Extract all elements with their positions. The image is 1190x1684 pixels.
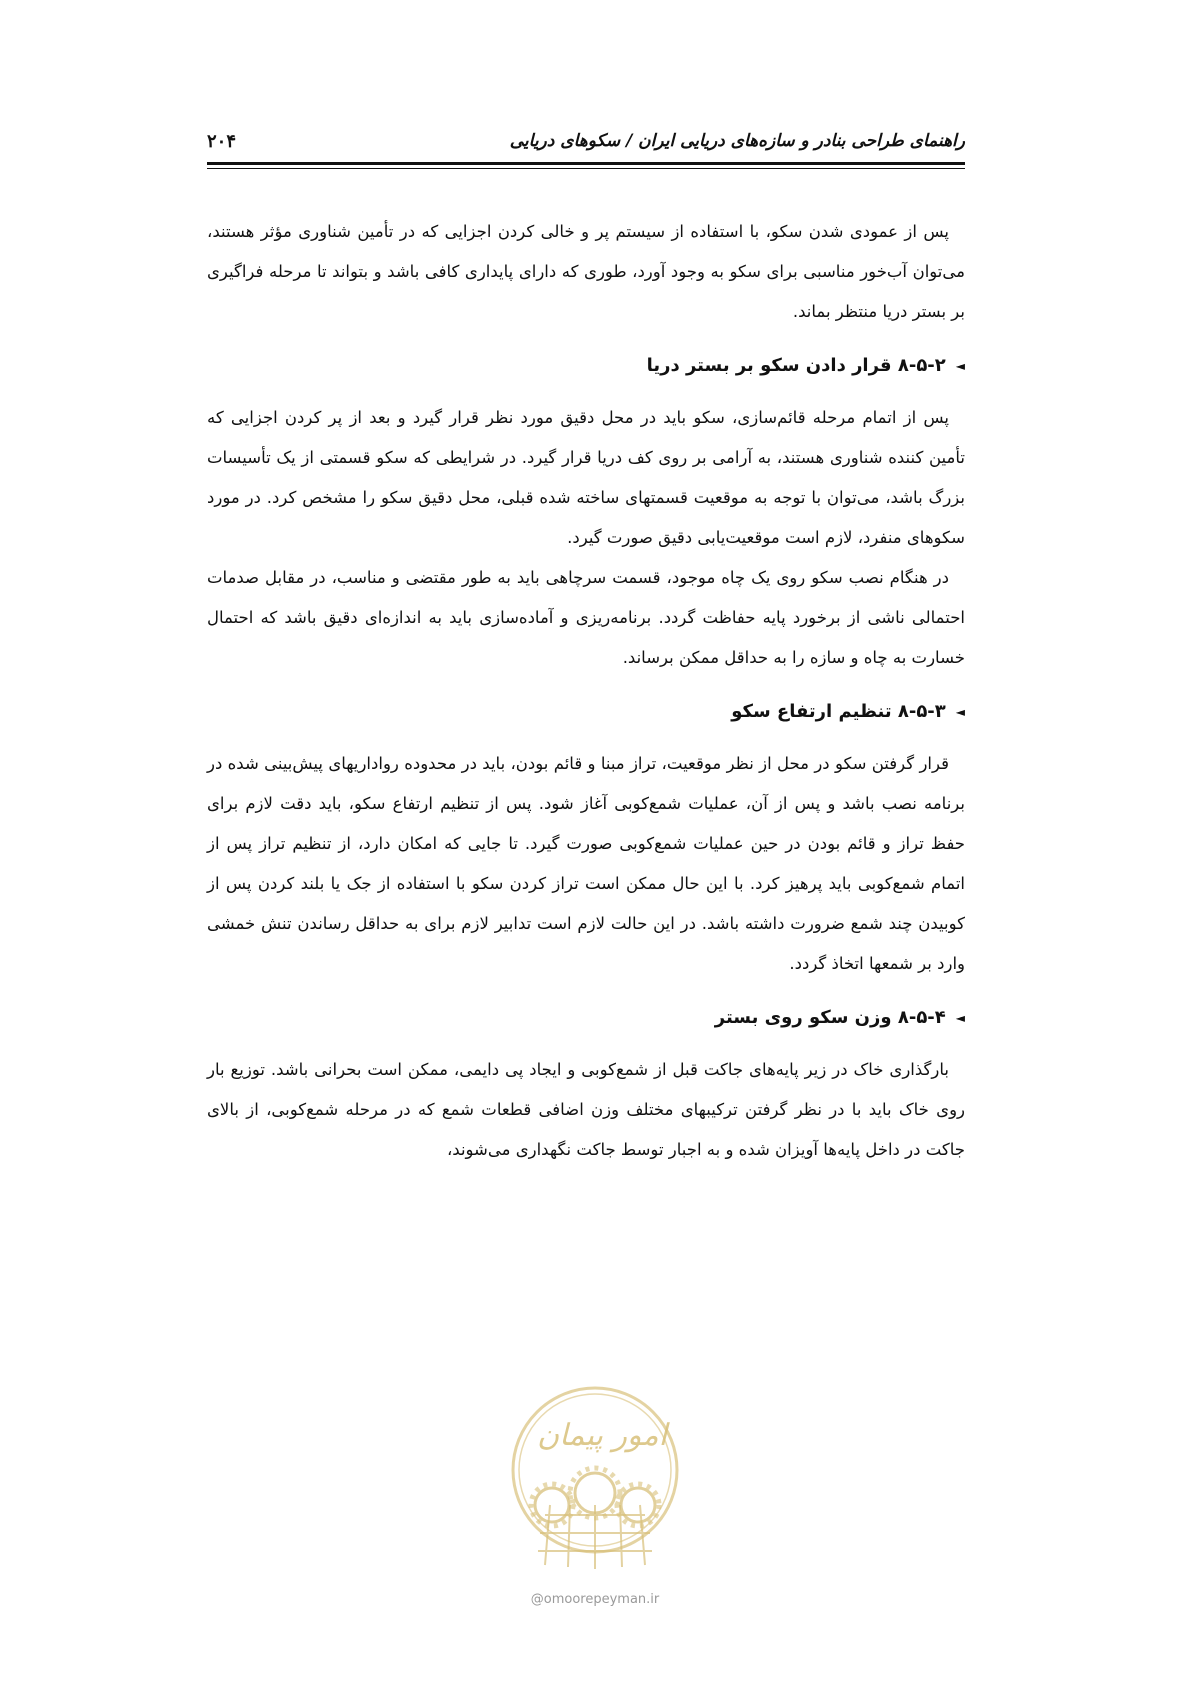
header-rule-thin	[207, 168, 965, 169]
header-title: راهنمای طراحی بنادر و سازه‌های دریایی ایران / سکوهای دریایی	[509, 131, 965, 151]
paragraph: در هنگام نصب سکو روی یک چاه موجود، قسمت سرچاهی باید به طور مقتضی و مناسب، در مقابل صدمات احتمالی ناشی از برخورد پایه حفاظت گردد. برنامه‌ریزی و آماده‌سازی باید به اندازه‌ای دقیق باشد که احتمال خسارت به چاه و سازه را به حداقل ممکن برساند.	[207, 568, 965, 667]
watermark-url-text: omoorepeyman.ir	[543, 1592, 660, 1607]
section-heading	[207, 998, 965, 1038]
section-heading-text: ۸-۵-۲ قرار دادن سکو بر بستر دریا	[646, 355, 946, 376]
page-number: ۲۰۴	[207, 130, 237, 152]
watermark-logo-text: امور پیمان	[537, 1418, 667, 1453]
section-heading-text: ۸-۵-۴ وزن سکو روی بستر	[714, 1007, 946, 1028]
section-heading-text: ۸-۵-۳ تنظیم ارتفاع سکو	[731, 701, 946, 722]
watermark-url	[480, 1592, 710, 1607]
body-text	[207, 212, 965, 1170]
triangle-bullet-icon: ◄	[955, 1011, 965, 1025]
header-rule	[207, 162, 965, 165]
paragraph: پس از عمودی شدن سکو، با استفاده از سیستم پر و خالی کردن اجزایی که در تأمین شناوری مؤثر هستند، می‌توان آب‌خور مناسبی برای سکو به وجود آورد، طوری که دارای پایداری کافی باشد و بتواند تا مرحله فراگیری بر بستر دریا منتظر بماند.	[207, 222, 965, 321]
paragraph: بارگذاری خاک در زیر پایه‌های جاکت قبل از شمع‌کوبی و ایجاد پی دایمی، ممکن است بحرانی باشد. توزیع بار روی خاک باید با در نظر گرفتن ترکیبهای مختلف وزن اضافی قطعات شمع که در مرحله شمع‌کوبی، از بالای جاکت در داخل پایه‌ها آویزان شده و به اجبار توسط جاکت نگهداری می‌شوند،	[207, 1060, 965, 1159]
section-heading	[207, 692, 965, 732]
paragraph: قرار گرفتن سکو در محل از نظر موقعیت، تراز مبنا و قائم بودن، باید در محدوده رواداریهای پیش‌بینی شده در برنامه نصب باشد و پس از آن، عملیات شمع‌کوبی آغاز شود. پس از تنظیم ارتفاع سکو، باید دقت لازم برای حفظ تراز و قائم بودن در حین عملیات شمع‌کوبی صورت گیرد. تا جایی که امکان دارد، از تنظیم تراز پس از اتمام شمع‌کوبی باید پرهیز کرد. با این حال ممکن است تراز کردن سکو با استفاده از جک یا بلند کردن پس از کوبیدن چند شمع ضرورت داشته باشد. در این حالت لازم است تدابیر لازم برای به حداقل رساندن تنش خمشی وارد بر شمعها اتخاذ گردد.	[207, 754, 965, 973]
at-icon: @	[530, 1592, 544, 1607]
triangle-bullet-icon: ◄	[955, 359, 965, 373]
paragraph: پس از اتمام مرحله قائم‌سازی، سکو باید در محل دقیق مورد نظر قرار گیرد و بعد از پر کردن اجزایی که تأمین کننده شناوری هستند، به آرامی بر روی کف دریا قرار گیرد. در شرایطی که سکو قسمتی از یک تأسیسات بزرگ باشد، می‌توان با توجه به موقعیت قسمتهای ساخته شده قبلی، محل دقیق سکو را مشخص کرد. در مورد سکوهای منفرد، لازم است موقعیت‌یابی دقیق صورت گیرد.	[207, 408, 965, 547]
running-header	[207, 124, 965, 158]
triangle-bullet-icon: ◄	[955, 705, 965, 719]
section-heading	[207, 346, 965, 386]
watermark-logo-icon	[490, 1375, 700, 1585]
